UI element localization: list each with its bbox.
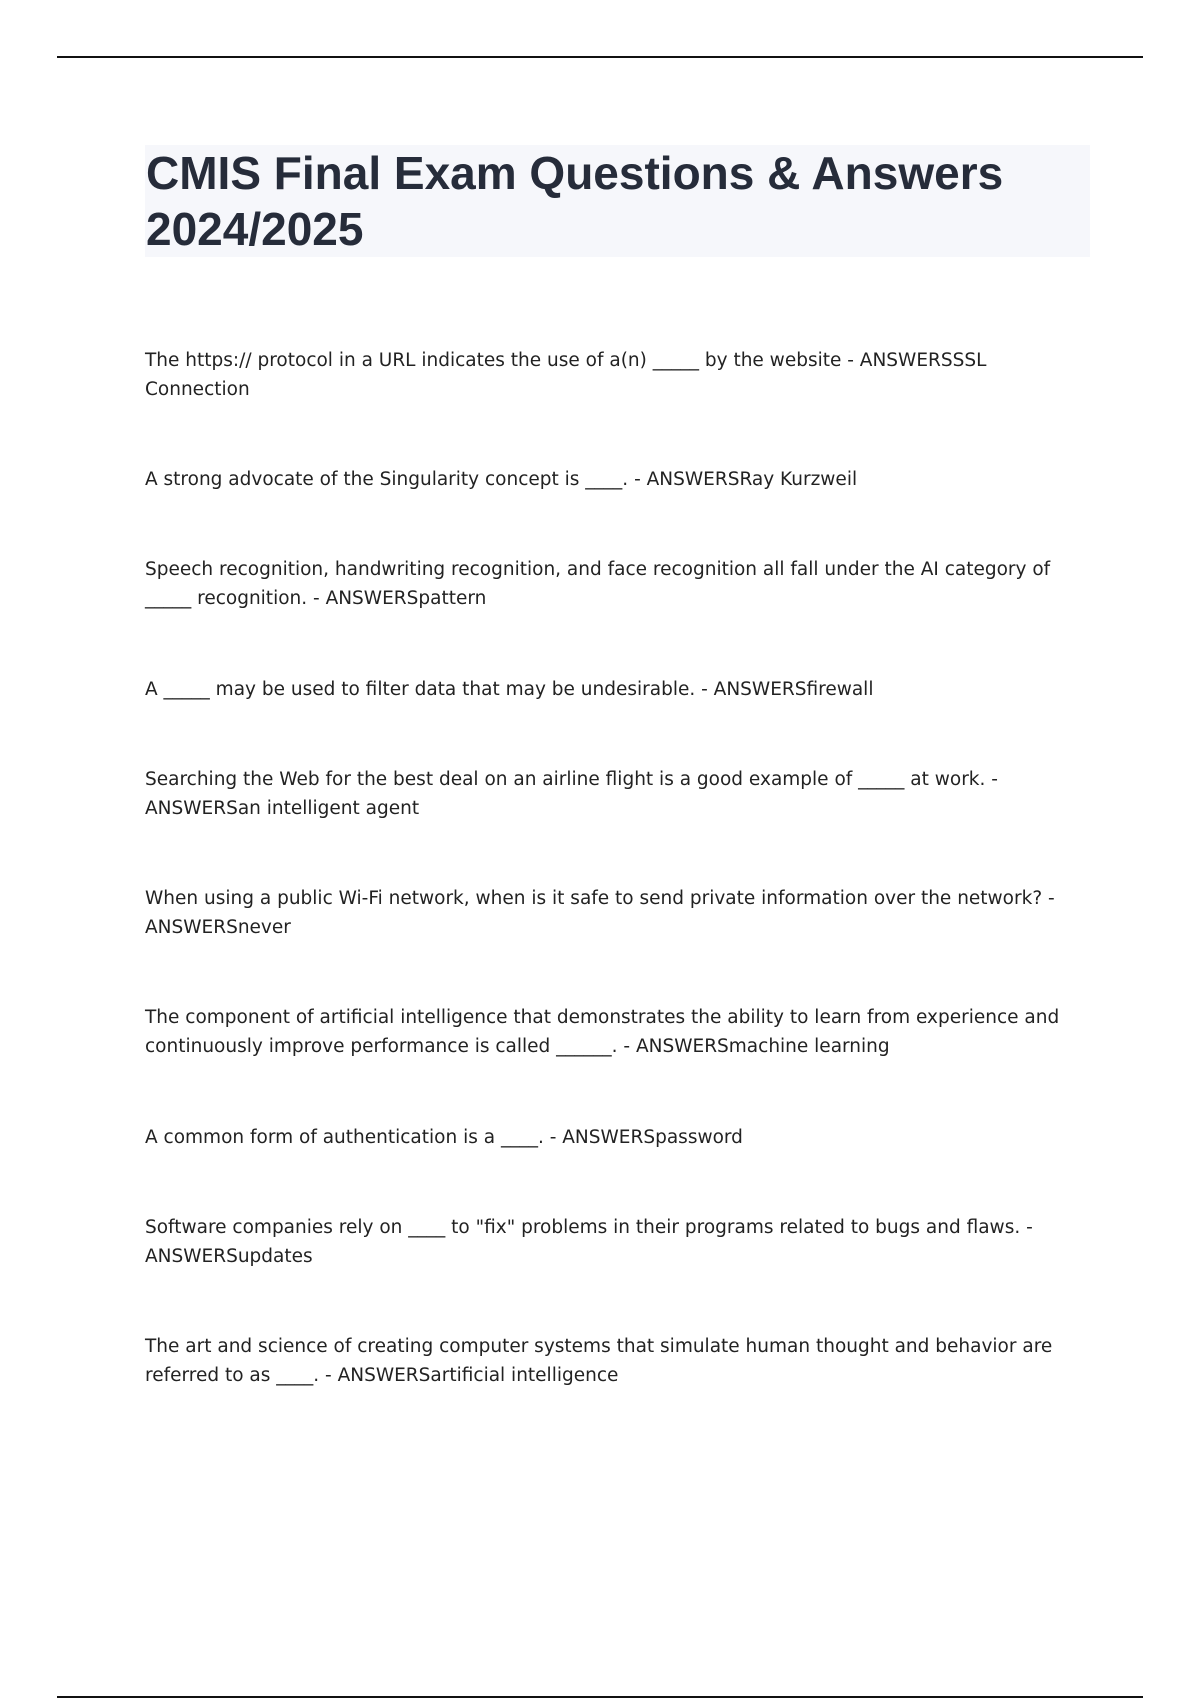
page-title: CMIS Final Exam Questions & Answers 2024/2025 [146, 147, 1004, 255]
qa-item: Software companies rely on ____ to "fix" problems in their programs related to bugs and flaws. - ANSWERSupdates [145, 1217, 1033, 1267]
qa-item: The art and science of creating computer systems that simulate human thought and behavior are referred to as ____. - ANSWERSartificial intelligence [145, 1336, 1053, 1386]
qa-item: When using a public Wi-Fi network, when is it safe to send private information over the network? - ANSWERSnever [145, 888, 1055, 938]
qa-item: A _____ may be used to filter data that may be undesirable. - ANSWERSfirewall [145, 679, 874, 700]
qa-item: The https:// protocol in a URL indicates the use of a(n) _____ by the website - ANSWERSSSL Connection [145, 350, 987, 400]
qa-item: The component of artificial intelligence that demonstrates the ability to learn from experience and continuously improve performance is called ______. - ANSWERSmachine learning [145, 1007, 1060, 1057]
qa-item: A strong advocate of the Singularity concept is ____. - ANSWERSRay Kurzweil [145, 469, 858, 490]
top-rule [57, 56, 1143, 58]
qa-item: A common form of authentication is a ____. - ANSWERSpassword [145, 1127, 743, 1148]
bottom-rule [57, 1696, 1143, 1698]
title-block [145, 145, 1090, 257]
qa-item: Speech recognition, handwriting recognition, and face recognition all fall under the AI category of _____ recognition. - ANSWERSpattern [145, 559, 1051, 609]
qa-item: Searching the Web for the best deal on an airline flight is a good example of _____ at work. - ANSWERSan intelligent agent [145, 769, 998, 819]
qa-list [145, 346, 1085, 1390]
